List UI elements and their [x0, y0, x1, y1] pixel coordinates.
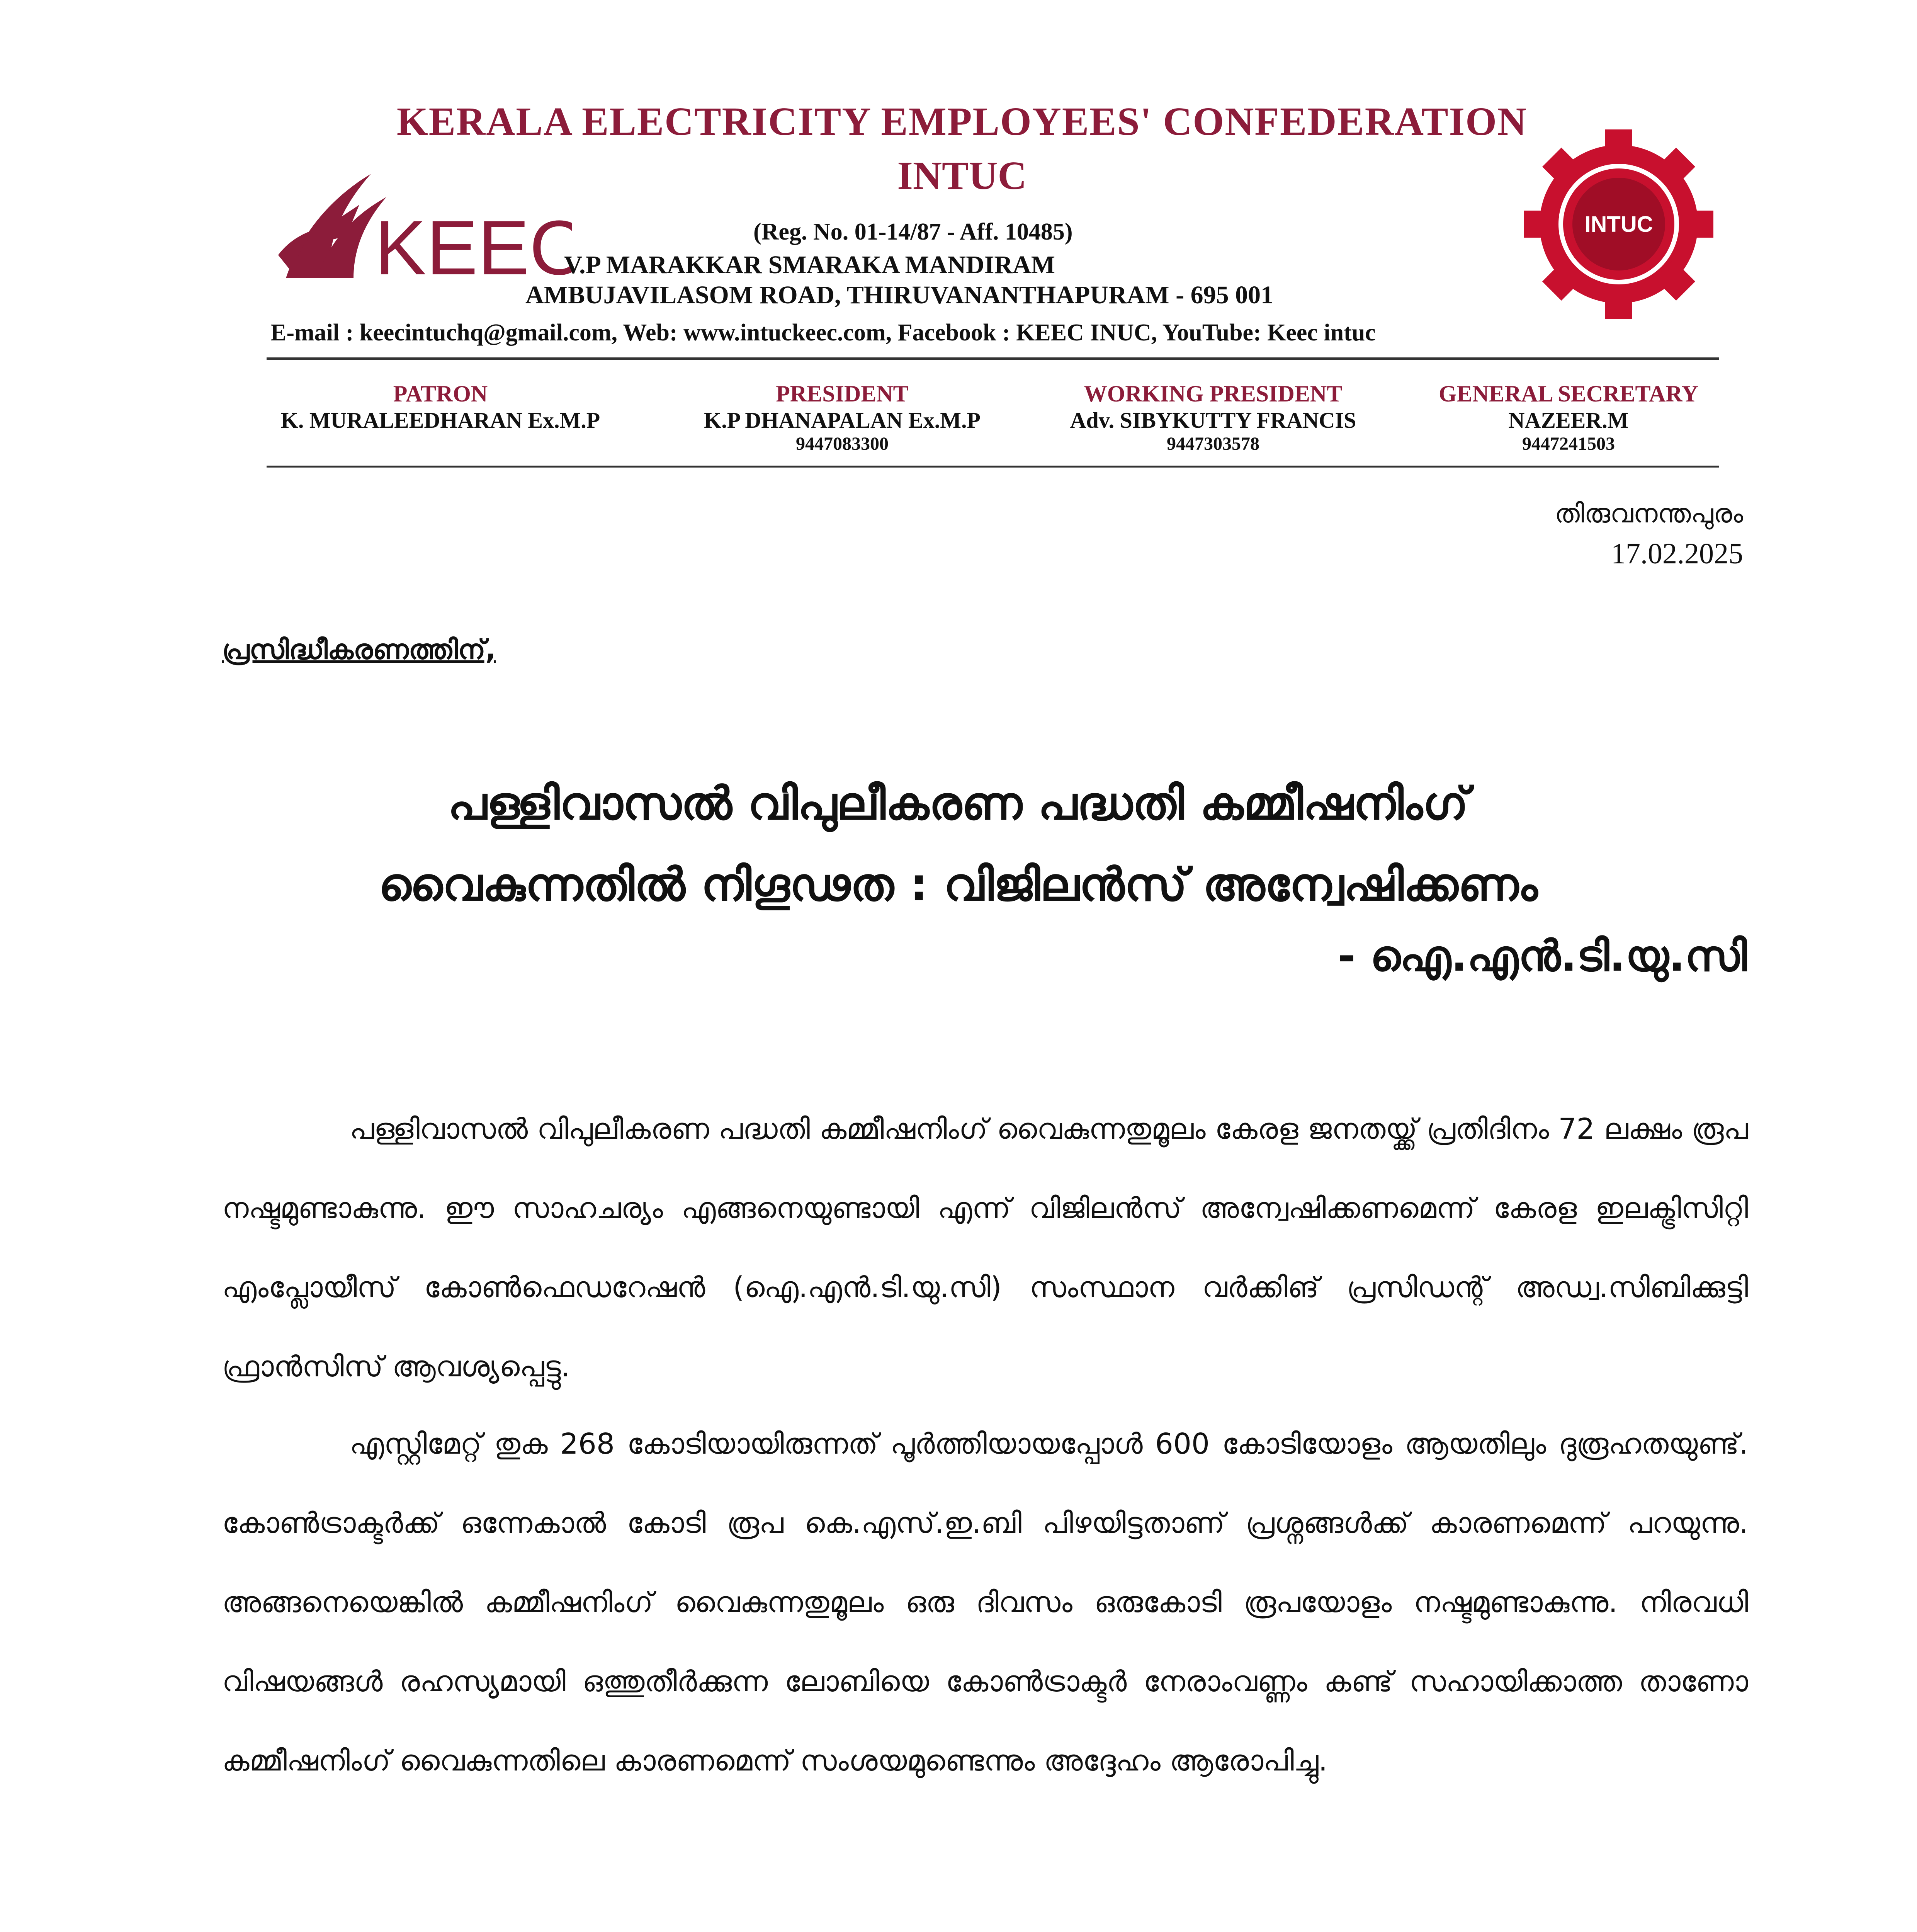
emblem-text: INTUC	[1584, 212, 1653, 237]
address-line-2: AMBUJAVILASOM ROAD, THIRUVANANTHAPURAM - 695 001	[525, 281, 1274, 309]
address-line-1: V.P MARAKKAR SMARAKA MANDIRAM	[564, 251, 1055, 279]
salutation: പ്രസിദ്ധീകരണത്തിന്,	[222, 634, 496, 665]
office-bearer-working-president	[1035, 381, 1391, 454]
gear-emblem-icon	[1518, 124, 1719, 325]
office-bearer-name: K.P DHANAPALAN Ex.M.P	[704, 408, 981, 433]
office-bearer-name: NAZEER.M	[1508, 408, 1629, 433]
date: 17.02.2025	[1611, 537, 1743, 570]
body-paragraph-2: എസ്റ്റിമേറ്റ് തുക 268 കോടിയായിരുന്നത് പൂർത്തിയായപ്പോൾ 600 കോടിയോളം ആയതിലും ദുരൂഹതയുണ്ട്. കോൺട്രാക്ടർക്ക് ഒന്നേകാൽ കോടി രൂപ കെ.എസ്.ഇ.ബി പിഴയിട്ടതാണ് പ്രശ്നങ്ങൾക്ക് കാരണമെന്ന് പറയുന്നു. അങ്ങനെയെങ്കിൽ കമ്മീഷനിംഗ് വൈകുന്നതുമൂലം ഒരു ദിവസം ഒരുകോടി രൂപയോളം നഷ്ടമുണ്ടാകുന്നു. നിരവധി വിഷയങ്ങൾ രഹസ്യമായി ഒത്തുതീർക്കുന്ന ലോബിയെ കോൺട്രാക്ടർ നേരാംവണ്ണം കണ്ട് സഹായിക്കാത്ത താണോ കമ്മീഷനിംഗ് വൈകുന്നതിലെ കാരണമെന്ന് സംശയമുണ്ടെന്നും അദ്ദേഹം ആരോപിച്ചു.	[222, 1427, 1748, 1777]
headline-line-2: വൈകുന്നതിൽ നിഗൂഢത : വിജിലൻസ് അന്വേഷിക്കണം	[378, 858, 1538, 911]
org-name: KERALA ELECTRICITY EMPLOYEES' CONFEDERATION	[396, 99, 1528, 144]
office-bearer-general-secretary	[1399, 381, 1739, 454]
office-bearer-role: WORKING PRESIDENT	[1084, 381, 1343, 406]
headline-line-1: പള്ളിവാസൽ വിപുലീകരണ പദ്ധതി കമ്മീഷനിംഗ്	[448, 777, 1468, 830]
header-rule-bottom	[267, 466, 1719, 468]
header-rule-top	[267, 357, 1719, 360]
office-bearer-role: PATRON	[393, 381, 488, 406]
office-bearer-phone: 9447303578	[1167, 434, 1259, 454]
intuc-emblem	[1518, 124, 1719, 325]
office-bearer-patron	[247, 381, 634, 433]
office-bearer-phone: 9447083300	[796, 434, 889, 454]
office-bearer-phone: 9447241503	[1522, 434, 1615, 454]
office-bearer-name: Adv. SIBYKUTTY FRANCIS	[1070, 408, 1356, 433]
office-bearer-role: GENERAL SECRETARY	[1439, 381, 1698, 406]
office-bearer-name: K. MURALEEDHARAN Ex.M.P	[280, 408, 600, 433]
office-bearer-president	[649, 381, 1035, 454]
registration-number: (Reg. No. 01-14/87 - Aff. 10485)	[753, 219, 1073, 245]
headline-attribution: - ഐ.എൻ.ടി.യു.സി	[1337, 931, 1747, 981]
contact-line: E-mail : keecintuchq@gmail.com, Web: www.intuckeec.com, Facebook : KEEC INUC, YouTube: Keec intuc	[270, 320, 1376, 346]
body-paragraph-1: പള്ളിവാസൽ വിപുലീകരണ പദ്ധതി കമ്മീഷനിംഗ് വൈകുന്നതുമൂലം കേരള ജനതയ്ക്ക് പ്രതിദിനം 72 ലക്ഷം രൂപ നഷ്ടമുണ്ടാകുന്നു. ഈ സാഹചര്യം എങ്ങനെയുണ്ടായി എന്ന് വിജിലൻസ് അന്വേഷിക്കണമെന്ന് കേരള ഇലക്ട്രിസിറ്റി എംപ്ലോയീസ് കോൺഫെഡറേഷൻ (ഐ.എൻ.ടി.യു.സി) സംസ്ഥാന വർക്കിങ് പ്രസിഡന്റ് അഡ്വ.സിബിക്കുട്ടി ഫ്രാൻസിസ് ആവശ്യപ്പെട്ടു.	[222, 1112, 1748, 1383]
place: തിരുവനന്തപുരം	[1555, 498, 1743, 529]
keec-logo-swoosh-icon	[270, 162, 572, 294]
office-bearer-role: PRESIDENT	[776, 381, 909, 406]
keec-logo	[270, 162, 572, 294]
keec-logo-text: KEEC	[375, 205, 572, 291]
org-affiliation: INTUC	[897, 153, 1027, 198]
